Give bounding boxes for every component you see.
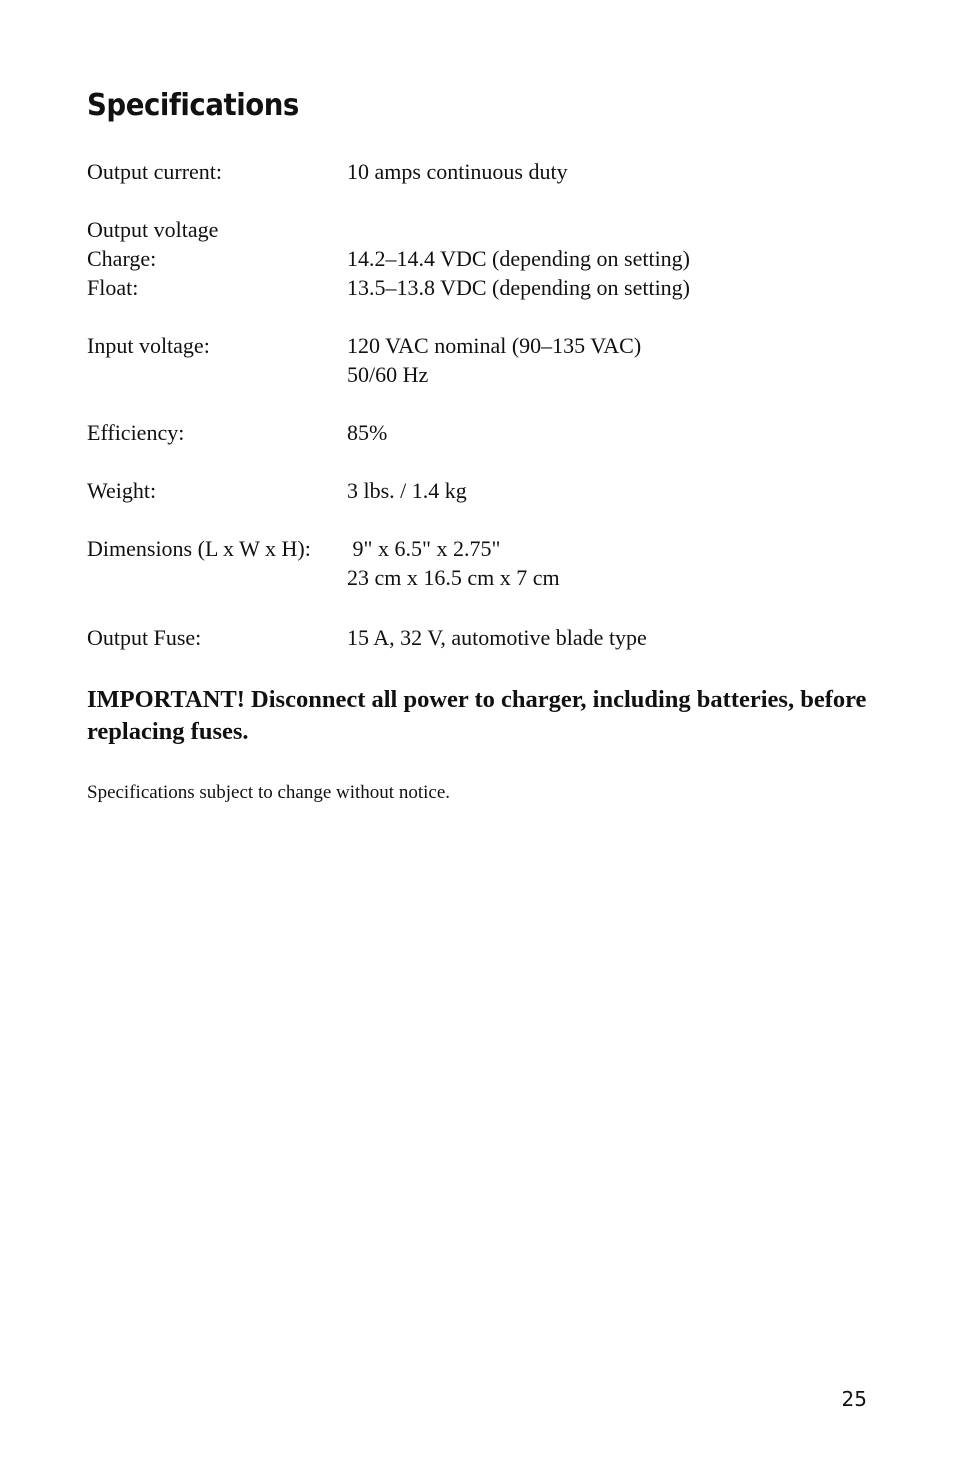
spec-row-input-frequency: [87, 360, 887, 389]
specifications-list: [87, 157, 887, 652]
spec-value: 13.5–13.8 VDC (depending on setting): [347, 275, 691, 300]
spec-row-efficiency: [87, 418, 887, 447]
spec-label: Float:: [87, 275, 139, 300]
spec-row-dimensions-metric: [87, 563, 887, 592]
important-warning: IMPORTANT! Disconnect all power to charger, including batteries, before replacing fuses.: [87, 686, 867, 745]
spec-value: 85%: [347, 420, 388, 445]
spec-row-charge: [87, 244, 887, 273]
spec-row-input-voltage: [87, 331, 887, 360]
spec-row-output-fuse: [87, 623, 887, 652]
spec-value: 120 VAC nominal (90–135 VAC): [347, 333, 642, 358]
spec-row-weight: [87, 476, 887, 505]
spec-value: 15 A, 32 V, automotive blade type: [347, 625, 647, 650]
spec-label: Charge:: [87, 246, 157, 271]
spec-value: 10 amps continuous duty: [347, 159, 568, 184]
page-title: Specifications: [87, 88, 299, 123]
spec-row-dimensions: [87, 534, 887, 563]
change-notice: Specifications subject to change without notice.: [87, 782, 451, 803]
spec-row-output-current: [87, 157, 887, 186]
spec-label: Output voltage: [87, 217, 219, 242]
spec-row-output-voltage: [87, 215, 887, 244]
spec-value: 9" x 6.5" x 2.75": [347, 536, 501, 561]
spec-label: Efficiency:: [87, 420, 185, 445]
spec-label: Output current:: [87, 159, 223, 184]
spec-label: Output Fuse:: [87, 625, 202, 650]
spec-value: 50/60 Hz: [347, 362, 429, 387]
spec-label: Weight:: [87, 478, 157, 503]
page-number: 25: [841, 1387, 867, 1411]
spec-value: 3 lbs. / 1.4 kg: [347, 478, 467, 503]
spec-value: 23 cm x 16.5 cm x 7 cm: [347, 565, 560, 590]
spec-value: 14.2–14.4 VDC (depending on setting): [347, 246, 691, 271]
spec-row-float: [87, 273, 887, 302]
spec-label: Dimensions (L x W x H):: [87, 536, 311, 561]
spec-label: Input voltage:: [87, 333, 210, 358]
